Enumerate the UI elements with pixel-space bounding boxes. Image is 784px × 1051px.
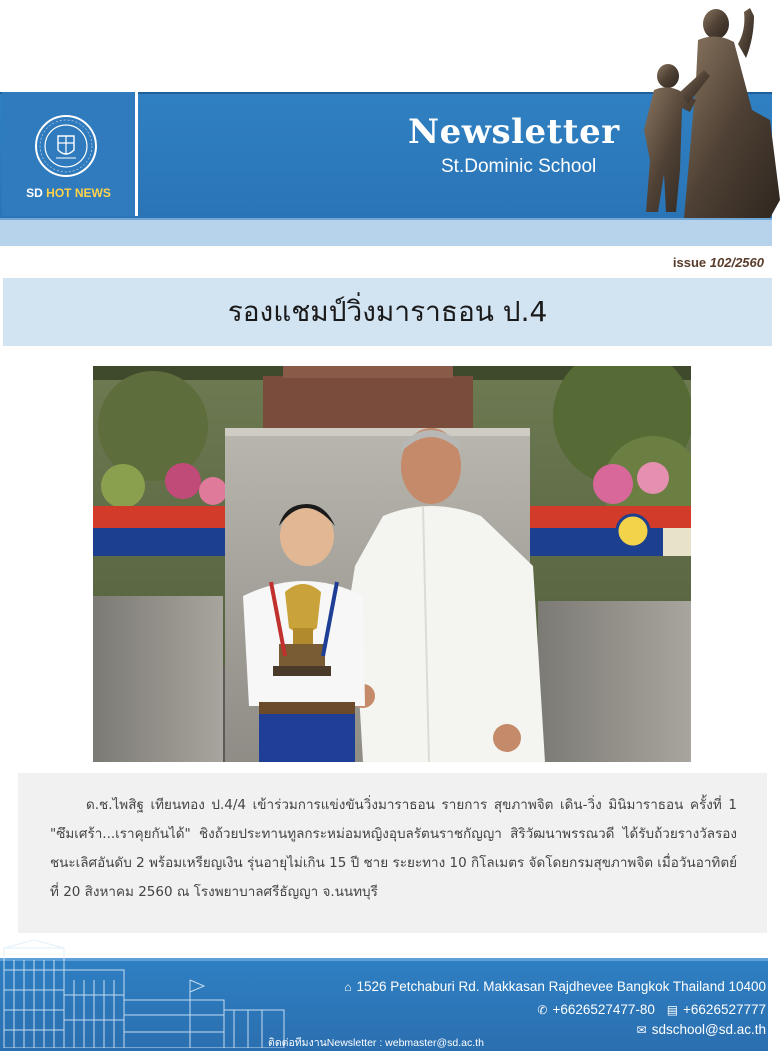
home-icon: ⌂ bbox=[344, 980, 352, 994]
footer-address: ⌂ 1526 Petchaburi Rd. Makkasan Rajdhevee Bangkok Thailand 10400 bbox=[344, 979, 766, 994]
issue-number: issue 102/2560 bbox=[672, 255, 764, 270]
headline-box bbox=[3, 278, 772, 346]
article-body-box bbox=[18, 773, 767, 933]
article-body: ด.ช.ไพสิฐ เทียนทอง ป.4/4 เข้าร่วมการแข่งขันวิ่งมาราธอน รายการ สุขภาพจิต เดิน-วิ่ง มินิมาราธอน ครั้งที่ 1 "ซึมเศร้า...เราคุยกันได้" ชิงถ้วยประทานทูลกระหม่อมหญิงอุบลรัตนราชกัญญา สิริวัฒนาพรรณวดี ได้รับถ้วยรางวัลรองชนะเลิศอันดับ 2 พร้อมเหรียญเงิน รุ่นอายุไม่เกิน 15 ปี ชาย ระยะทาง 10 กิโลเมตร จัดโดยกรมสุขภาพจิต เมื่อวันอาทิตย์ที่ 20 สิงหาคม 2560 ณ โรงพยาบาลศรีธัญญา จ.นนทบุรี bbox=[50, 797, 737, 900]
article-photo bbox=[93, 366, 691, 762]
newsletter-title: Newsletter bbox=[408, 112, 620, 152]
footer-contact-note[interactable]: ติดต่อทีมงานNewsletter : webmaster@sd.ac.th bbox=[268, 1037, 484, 1049]
fax-icon: ▤ bbox=[666, 1003, 679, 1017]
mail-icon: ✉ bbox=[636, 1023, 647, 1037]
school-seal-icon bbox=[34, 114, 98, 178]
article-headline: รองแชมป์วิ่งมาราธอน ป.4 bbox=[227, 295, 548, 328]
footer-phones bbox=[537, 1002, 766, 1017]
footer-email[interactable]: sdschool@sd.ac.th bbox=[651, 1022, 766, 1037]
badge-label: SD HOT NEWS bbox=[26, 186, 111, 200]
footer-fax: +6626527777 bbox=[683, 1002, 766, 1017]
school-building-sketch bbox=[0, 940, 300, 1048]
phone-icon: ✆ bbox=[537, 1003, 548, 1017]
badge-highlight: HOT NEWS bbox=[46, 186, 111, 200]
saint-statue-image bbox=[620, 0, 784, 218]
sd-hot-news-badge[interactable] bbox=[2, 92, 138, 216]
header-strip bbox=[0, 218, 772, 246]
footer-phone[interactable]: +6626527477-80 bbox=[552, 1002, 655, 1017]
footer-email-line bbox=[637, 1022, 766, 1037]
newsletter-subtitle: St.Dominic School bbox=[441, 156, 597, 177]
